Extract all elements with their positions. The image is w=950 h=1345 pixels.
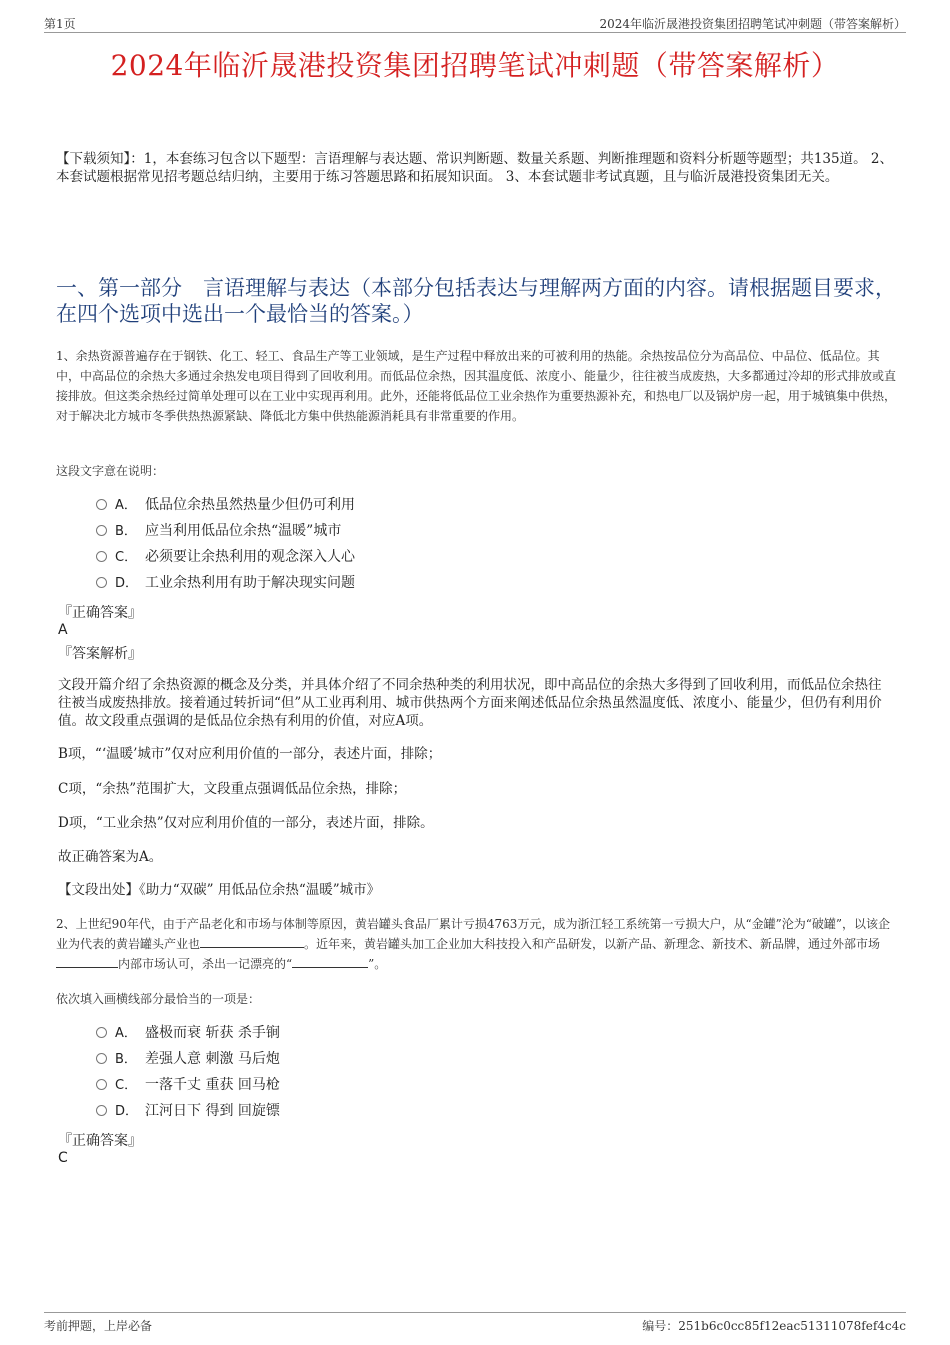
document-title: 2024年临沂晟港投资集团招聘笔试冲刺题（带答案解析） xyxy=(110,49,840,82)
q1-analysis-b: B项，“‘温暖’城市”仅对应利用价值的一部分，表述片面，排除； xyxy=(58,746,442,762)
q1-option-b[interactable]: B． 应当利用低品位余热“温暖”城市 xyxy=(96,521,341,541)
radio-icon[interactable] xyxy=(96,577,107,588)
q1-answer: A xyxy=(58,622,68,638)
radio-icon[interactable] xyxy=(96,525,107,536)
radio-icon[interactable] xyxy=(96,1079,107,1090)
q1-source: 【文段出处】《助力“双碳” 用低品位余热“温暖”城市》 xyxy=(58,882,381,898)
radio-icon[interactable] xyxy=(96,1053,107,1064)
radio-icon[interactable] xyxy=(96,499,107,510)
footer-slogan: 考前押题，上岸必备 xyxy=(44,1319,153,1333)
q2-option-c[interactable]: C． 一落千丈 重获 回马枪 xyxy=(96,1075,280,1095)
fill-blank-2[interactable] xyxy=(56,955,118,968)
q1-option-c[interactable]: C． 必须要让余热利用的观念深入人心 xyxy=(96,547,355,567)
footer-serial: 编号：251b6c0cc85f12eac51311078fef4c4c xyxy=(642,1319,906,1333)
radio-icon[interactable] xyxy=(96,1027,107,1038)
radio-icon[interactable] xyxy=(96,1105,107,1116)
radio-icon[interactable] xyxy=(96,551,107,562)
q2-answer: C xyxy=(58,1150,68,1166)
q2-option-b[interactable]: B． 差强人意 刺激 马后炮 xyxy=(96,1049,280,1069)
q1-option-a[interactable]: A． 低品位余热虽然热量少但仍可利用 xyxy=(96,495,355,515)
header-title: 2024年临沂晟港投资集团招聘笔试冲刺题（带答案解析） xyxy=(599,17,906,31)
q1-analysis-paragraph: 文段开篇介绍了余热资源的概念及分类，并具体介绍了不同余热种类的利用状况，即中高品位的余热大多得到了回收利用，而低品位余热往往被当成废热排放。接着通过转折词“但”从工业再利用、城市供热两个方面来阐述低品位余热虽然温度低、浓度小、能量少，但仍有利用价值。故文段重点强调的是低品位余热有利用的价值，对应A项。 xyxy=(58,677,882,729)
question-1-prompt: 这段文字意在说明： xyxy=(56,464,165,478)
question-1-stem: 1、余热资源普遍存在于钢铁、化工、轻工、食品生产等工业领域，是生产过程中释放出来的可被利用的热能。余热按品位分为高品位、中品位、低品位。其中，中高品位的余热大多通过余热发电项目得到了回收利用。而低品位余热，因其温度低、浓度小、能量少，往往被当成废热，大多都通过冷却的形式排放或直接排放。但这类余热经过简单处理可以在工业中实现再利用。此外，还能将低品位工业余热作为重要热源补充，和热电厂以及锅炉房一起，用于城镇集中供热，对于解决北方城市冬季供热热源紧缺、降低北方集中供热能源消耗具有非常重要的作用。 xyxy=(56,349,897,423)
q2-option-d[interactable]: D． 江河日下 得到 回旋镖 xyxy=(96,1101,280,1121)
q1-analysis-label: 『答案解析』 xyxy=(58,646,142,662)
q1-analysis-d: D项，“工业余热”仅对应利用价值的一部分，表述片面，排除。 xyxy=(58,815,434,831)
fill-blank-1[interactable] xyxy=(200,935,304,948)
q1-analysis-conclusion: 故正确答案为A。 xyxy=(58,849,163,865)
q1-option-d[interactable]: D． 工业余热利用有助于解决现实问题 xyxy=(96,573,355,593)
q2-answer-label: 『正确答案』 xyxy=(58,1133,142,1149)
page-footer xyxy=(44,1312,906,1333)
download-notice: 【下载须知】：1，本套练习包含以下题型：言语理解与表达题、常识判断题、数量关系题、判断推理题和资料分析题等题型；共135道。 2、本套试题根据常见招考题总结归纳，主要用于练习答题思路和拓展知识面。 3、本套试题非考试真题，且与临沂晟港投资集团无关。 xyxy=(56,151,893,185)
page-number: 第1页 xyxy=(44,17,76,31)
section-heading: 一、第一部分 言语理解与表达（本部分包括表达与理解两方面的内容。请根据题目要求，在四个选项中选出一个最恰当的答案。） xyxy=(56,276,896,326)
question-2-prompt: 依次填入画横线部分最恰当的一项是： xyxy=(56,992,261,1006)
question-2-stem: 2、上世纪90年代，由于产品老化和市场与体制等原因，黄岩罐头食品厂累计亏损4763万元，成为浙江轻工系统第一亏损大户，从“金罐”沦为“破罐”，以该企业为代表的黄岩罐头产业也 。近年来，黄岩罐头加工企业加大科技投入和产品研发，以新产品、新理念、新技术、新品牌，通过外部市场内部市场认可，杀出一记漂亮的“ ”。 xyxy=(56,917,890,971)
q2-option-a[interactable]: A． 盛极而衰 斩获 杀手锏 xyxy=(96,1023,280,1043)
fill-blank-3[interactable] xyxy=(292,955,368,968)
page-header xyxy=(44,12,906,33)
q1-analysis-c: C项，“余热”范围扩大，文段重点强调低品位余热，排除； xyxy=(58,781,407,797)
q1-answer-label: 『正确答案』 xyxy=(58,605,142,621)
